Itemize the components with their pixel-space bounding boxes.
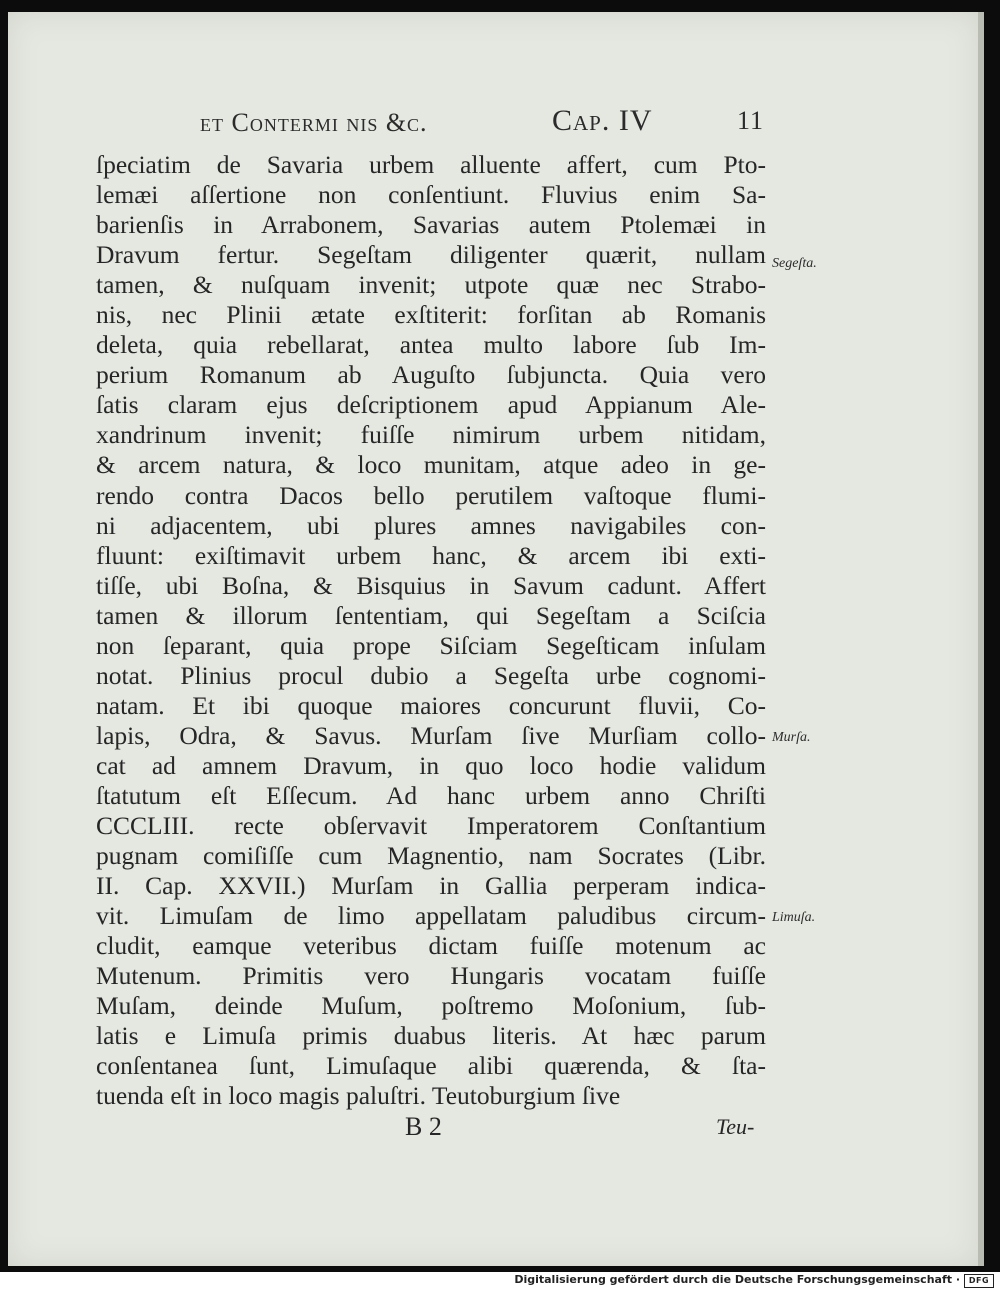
text-line: ni adjacentem, ubi plures amnes navigabiles con- bbox=[96, 510, 766, 540]
text-line: Muſam, deinde Muſum, poſtremo Moſonium, ſub- bbox=[96, 991, 766, 1021]
text-line: rendo contra Dacos bello perutilem vaſtoque flumi- bbox=[96, 480, 766, 510]
dfg-logo: DFG bbox=[964, 1274, 994, 1288]
text-line: pugnam comiſiſſe cum Magnentio, nam Socrates (Libr. bbox=[96, 841, 766, 871]
running-head bbox=[200, 104, 780, 144]
text-line: ſpeciatim de Savaria urbem alluente affert, cum Pto- bbox=[96, 150, 766, 179]
text-line: deleta, quia rebellarat, antea multo labore ſub Im- bbox=[96, 330, 766, 360]
text-line: tiſſe, ubi Boſna, & Bisquius in Savum cadunt. Affert bbox=[96, 570, 766, 600]
text-line: ſtatutum eſt Eſſecum. Ad hanc urbem anno Chriſti bbox=[96, 780, 766, 810]
text-line: tamen & illorum ſententiam, qui Segeſtam a Sciſcia bbox=[96, 600, 766, 630]
catchword: Teu- bbox=[716, 1114, 755, 1139]
text-line: tuenda eſt in loco magis paluſtri. Teutoburgium ſive bbox=[96, 1081, 621, 1111]
text-line: & arcem natura, & loco munitam, atque adeo in ge- bbox=[96, 450, 766, 480]
margin-note-limusa: Limuſa. bbox=[772, 910, 816, 925]
text-line: natam. Et ibi quoque maiores concurunt fluvii, Co- bbox=[96, 690, 766, 720]
margin-note-mursa: Murſa. bbox=[772, 730, 811, 745]
page-number: 11 bbox=[736, 106, 764, 135]
running-head-chapter: Cap. IV bbox=[552, 104, 653, 137]
text-line: tamen, & nuſquam invenit; utpote quæ nec Strabo- bbox=[96, 270, 766, 300]
text-line: barienſis in Arrabonem, Savarias autem Ptolemæi in bbox=[96, 210, 766, 240]
text-line: vit. Limuſam de limo appellatam paludibus circum- bbox=[96, 901, 766, 931]
text-line: cat ad amnem Dravum, in quo loco hodie validum bbox=[96, 750, 766, 780]
text-line: conſentanea ſunt, Limuſaque alibi quærenda, & ſta- bbox=[96, 1051, 766, 1081]
margin-note-segesta: Segeſta. bbox=[772, 256, 817, 271]
running-head-title: et Contermi nis &c. bbox=[200, 108, 428, 137]
body-text bbox=[96, 150, 766, 1112]
text-line: perium Romanum ab Auguſto ſubjuncta. Quia vero bbox=[96, 360, 766, 390]
text-line: Mutenum. Primitis vero Hungaris vocatam fuiſſe bbox=[96, 961, 766, 991]
footer-bar bbox=[0, 1272, 1000, 1289]
text-line: lapis, Odra, & Savus. Murſam ſive Murſiam collo- bbox=[96, 720, 766, 750]
text-line: lemæi aſſertione non conſentiunt. Fluvius enim Sa- bbox=[96, 180, 766, 210]
text-line: nis, nec Plinii ætate exſtiterit: forſitan ab Romanis bbox=[96, 300, 766, 330]
signature-mark: B 2 bbox=[405, 1112, 442, 1141]
text-line: CCCLIII. recte obſervavit Imperatorem Conſtantium bbox=[96, 811, 766, 841]
text-line: cludit, eamque veteribus dictam fuiſſe motenum ac bbox=[96, 931, 766, 961]
text-line: xandrinum invenit; fuiſſe nimirum urbem nitidam, bbox=[96, 420, 766, 450]
text-line: non ſeparant, quia prope Siſciam Segeſticam inſulam bbox=[96, 630, 766, 660]
text-line: ſatis claram ejus deſcriptionem apud Appianum Ale- bbox=[96, 390, 766, 420]
text-line: latis e Limuſa primis duabus literis. At hæc parum bbox=[96, 1021, 766, 1051]
text-line: Dravum fertur. Segeſtam diligenter quærit, nullam bbox=[96, 240, 766, 270]
text-line: II. Cap. XXVII.) Murſam in Gallia perperam indica- bbox=[96, 871, 766, 901]
text-line: fluunt: exiſtimavit urbem hanc, & arcem ibi exti- bbox=[96, 540, 766, 570]
text-line: notat. Plinius procul dubio a Segeſta urbe cognomi- bbox=[96, 660, 766, 690]
page-edge bbox=[978, 12, 984, 1266]
funding-credit: Digitalisierung gefördert durch die Deutsche Forschungsgemeinschaft · bbox=[514, 1273, 960, 1286]
